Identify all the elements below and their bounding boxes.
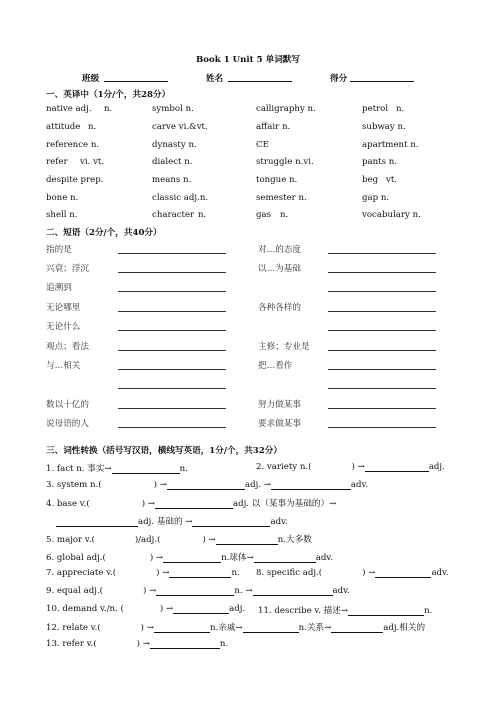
vocab-pos: n. <box>198 210 207 220</box>
word-form-item: 9. equal adj.( ) → n. → adv. <box>46 586 350 596</box>
phrase-prompt-right: 各种各样的 <box>258 303 301 313</box>
word-form-item: 13. refer v.( ) → n. <box>46 639 229 649</box>
vocab-row <box>46 104 466 117</box>
answer-blank[interactable] <box>150 639 220 649</box>
section2-title: 二、短语（2分/个，共40分） <box>46 228 162 238</box>
vocab-item: shell n. <box>46 210 78 220</box>
answer-blank[interactable] <box>216 535 278 545</box>
phrase-answer-line[interactable] <box>328 272 436 273</box>
vocab-item: struggle n.vi. <box>256 157 314 167</box>
vocab-item: calligraphy n. <box>256 104 316 114</box>
answer-blank[interactable] <box>169 568 231 578</box>
answer-blank[interactable] <box>375 568 431 578</box>
word-form-item: 6. global adj.( ) → n.球体→ adv. <box>46 553 333 563</box>
vocab-pos: n. <box>88 122 97 132</box>
phrase-answer-line[interactable] <box>118 253 226 254</box>
phrase-prompt-left: 说母语的人 <box>46 419 89 429</box>
vocab-row <box>46 210 466 223</box>
phrase-answer-line[interactable] <box>328 388 436 389</box>
vocab-item: means n. <box>152 175 192 185</box>
vocab-row <box>46 122 466 135</box>
answer-blank[interactable] <box>331 623 383 633</box>
vocab-row <box>46 140 466 153</box>
word-form-item: 2. variety n.( ) → adj. <box>256 462 445 472</box>
phrase-answer-line[interactable] <box>118 350 226 351</box>
phrase-prompt-right: 努力做某事 <box>258 400 301 410</box>
vocab-item: dynasty n. <box>152 140 197 150</box>
word-form-item: adj. 基础的 → adv. <box>56 515 288 527</box>
vocab-pos: n. <box>280 210 289 220</box>
phrase-prompt-left: 无论什么 <box>46 322 81 332</box>
vocab-item: dialect n. <box>152 157 193 167</box>
phrase-prompt-left: 兴衰；浮沉 <box>46 264 89 274</box>
phrase-answer-line[interactable] <box>118 311 226 312</box>
answer-blank[interactable] <box>192 517 270 527</box>
vocab-item: carve vi.&vt. <box>152 122 208 132</box>
phrase-prompt-right: 主修；专业是 <box>258 342 310 352</box>
answer-blank[interactable] <box>243 623 299 633</box>
section3-title: 三、词性转换（括号写汉语，横线写英语，1分/个，共32分） <box>46 446 282 456</box>
word-form-item: 3. system n.( ) → adj. → adv. <box>46 480 369 490</box>
phrase-prompt-left: 数以十亿的 <box>46 400 89 410</box>
answer-blank[interactable] <box>253 586 333 596</box>
vocab-item: beg <box>362 175 379 185</box>
word-form-item: 1. fact n. 事实→ n. <box>46 464 188 474</box>
phrase-answer-line[interactable] <box>118 369 226 370</box>
word-form-item: 10. demand v./n. ( ) → adj. <box>46 604 246 614</box>
answer-blank[interactable] <box>112 464 180 474</box>
answer-blank[interactable] <box>173 604 229 614</box>
vocab-item: subway n. <box>362 122 406 132</box>
vocab-item: pants n. <box>362 157 398 167</box>
phrase-answer-line[interactable] <box>118 427 226 428</box>
answer-blank[interactable] <box>156 586 234 596</box>
vocab-item: bone n. <box>46 193 79 203</box>
word-form-item: 11. describe v. 描述→ n. <box>258 606 433 616</box>
answer-blank[interactable] <box>155 499 233 509</box>
section1-title: 一、英译中（1分/个，共28分） <box>46 90 171 100</box>
phrase-answer-line[interactable] <box>328 369 436 370</box>
phrase-answer-line[interactable] <box>118 388 226 389</box>
word-form-item: 4. base v.( ) → adj. 以（某事为基础的）→ <box>46 499 337 509</box>
phrase-prompt-right: 以…为基础 <box>258 264 301 274</box>
vocab-item: refer <box>46 157 68 167</box>
vocab-row <box>46 175 466 188</box>
phrase-answer-line[interactable] <box>328 408 436 409</box>
answer-blank[interactable] <box>154 623 210 633</box>
vocab-item: semester n. <box>256 193 307 203</box>
word-form-item: 8. specific adj.( ) → adv. <box>256 568 449 578</box>
phrase-prompt-left: 指的是 <box>46 245 72 255</box>
phrase-answer-line[interactable] <box>328 350 436 351</box>
vocab-item: attitude <box>46 122 81 132</box>
vocab-item: petrol <box>362 104 389 114</box>
vocab-item: CE <box>256 140 269 150</box>
answer-blank[interactable] <box>365 462 429 472</box>
vocab-item: reference n. <box>46 140 100 150</box>
phrase-prompt-right: 对…的态度 <box>258 245 301 255</box>
phrase-prompt-left: 追溯到 <box>46 283 72 293</box>
answer-blank[interactable] <box>254 553 316 563</box>
score-field[interactable] <box>350 81 414 82</box>
answer-blank[interactable] <box>163 553 221 563</box>
score-label: 得分 <box>330 74 348 84</box>
phrase-prompt-left: 与…相关 <box>46 361 81 371</box>
vocab-pos: n. <box>104 104 113 114</box>
vocab-item: symbol n. <box>152 104 194 114</box>
vocab-row <box>46 157 466 170</box>
vocab-pos: vi. vt. <box>80 157 105 167</box>
vocab-pos: vt. <box>386 175 398 185</box>
vocab-item: vocabulary n. <box>362 210 421 220</box>
page-title: Book 1 Unit 5 单词默写 <box>196 55 300 65</box>
phrase-answer-line[interactable] <box>328 291 436 292</box>
phrase-answer-line[interactable] <box>328 427 436 428</box>
class-label: 班级 <box>82 74 100 84</box>
vocab-item: classic adj.n. <box>152 193 209 203</box>
phrase-prompt-right: 把…看作 <box>258 361 293 371</box>
phrase-prompt-left: 观点；看法 <box>46 342 89 352</box>
phrase-answer-line[interactable] <box>328 253 436 254</box>
phrase-answer-line[interactable] <box>118 408 226 409</box>
vocab-item: affair n. <box>256 122 291 132</box>
phrase-answer-line[interactable] <box>118 291 226 292</box>
vocab-item: apartment n. <box>362 140 419 150</box>
vocab-item: character <box>152 210 195 220</box>
vocab-pos: n. <box>396 104 405 114</box>
vocab-item: gap n. <box>362 193 390 203</box>
vocab-item: native adj. <box>46 104 92 114</box>
phrase-answer-line[interactable] <box>118 330 226 331</box>
vocab-row <box>46 193 466 206</box>
phrase-prompt-left: 无论哪里 <box>46 303 81 313</box>
phrase-answer-line[interactable] <box>328 330 436 331</box>
phrase-prompt-right: 要求做某事 <box>258 419 301 429</box>
phrase-answer-line[interactable] <box>118 272 226 273</box>
phrase-answer-line[interactable] <box>328 311 436 312</box>
word-form-item: 12. relate v.( ) → n.亲戚→ n.关系→ adj.相关的 <box>46 623 426 633</box>
answer-blank[interactable] <box>271 480 351 490</box>
word-form-item: 7. appreciate v.( ) → n. <box>46 568 240 578</box>
vocab-item: gas <box>256 210 272 220</box>
vocab-item: tongue n. <box>256 175 298 185</box>
name-field[interactable] <box>228 81 292 82</box>
answer-blank[interactable] <box>348 606 424 616</box>
word-form-item: 5. major v.( )/adj.( ) → n.大多数 <box>46 535 312 545</box>
answer-blank[interactable] <box>56 517 138 527</box>
name-label: 姓名 <box>206 74 224 84</box>
vocab-item: despite prep. <box>46 175 104 185</box>
class-field[interactable] <box>104 81 168 82</box>
answer-blank[interactable] <box>167 480 245 490</box>
